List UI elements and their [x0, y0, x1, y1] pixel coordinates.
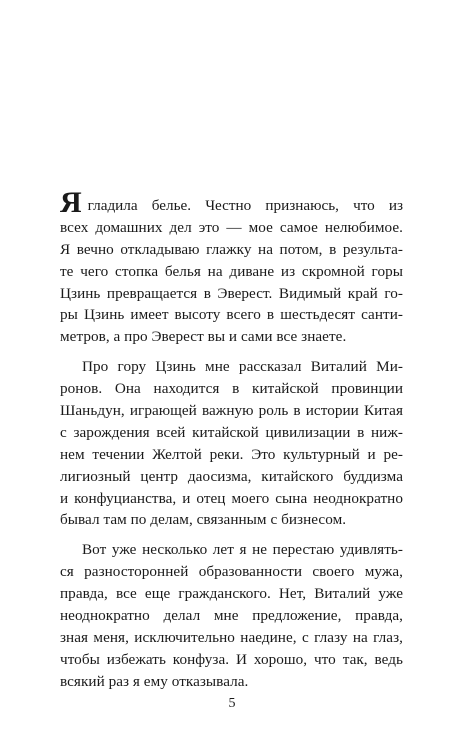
text-line: лигиозный центр даосизма, китайского буддизма [60, 467, 403, 485]
text-line: Цзинь превращается в Эверест. Видимый край го- [60, 284, 403, 302]
text-line: ры Цзинь имеет высоту всего в шестьдесят санти- [60, 306, 403, 324]
text-line: с зарождения всей китайской цивилизации в ниж- [60, 423, 403, 441]
page-body [60, 186, 403, 701]
text-line: ся разносторонней образованности своего мужа, [60, 563, 403, 581]
text-line: гладила белье. Честно признаюсь, что из [87, 197, 403, 214]
text-line: зная меня, исключительно наедине, с глазу на глаз, [60, 628, 403, 646]
text-line: те чего стопка белья на диване из скромной горы [60, 262, 403, 280]
text-line: ронов. Она находится в китайской провинции [60, 380, 403, 398]
paragraph-2 [60, 356, 403, 531]
page-number: 5 [228, 696, 236, 711]
text-line: всех домашних дел это — мое самое нелюбимое. [60, 218, 403, 236]
text-line: бывал там по делам, связанным с бизнесом. [60, 511, 347, 529]
paragraph-3 [60, 539, 403, 692]
text-line: правда, все еще гражданского. Нет, Виталий уже [60, 585, 403, 603]
text-line: нем течении Желтой реки. Это культурный и ре- [60, 445, 403, 463]
text-line: всякий раз я ему отказывала. [60, 672, 249, 690]
text-line: Шаньдун, играющей важную роль в истории Китая [60, 402, 403, 420]
text-line: неоднократно делал мне предложение, правда, [60, 607, 403, 625]
text-line: чтобы избежать конфуза. И хорошо, что так, ведь [60, 650, 403, 668]
text-line: и конфуцианства, и отец моего сына неоднократно [60, 489, 403, 507]
text-line: Про гору Цзинь мне рассказал Виталий Ми- [82, 358, 403, 376]
paragraph-1 [60, 186, 403, 348]
drop-cap: Я [60, 186, 82, 219]
text-line: метров, а про Эверест вы и сами все знаете. [60, 328, 347, 346]
text-line: Вот уже несколько лет я не перестаю удивлять- [82, 541, 403, 559]
first-line [60, 186, 403, 219]
text-line: Я вечно откладываю глажку на потом, в результа- [60, 240, 403, 258]
